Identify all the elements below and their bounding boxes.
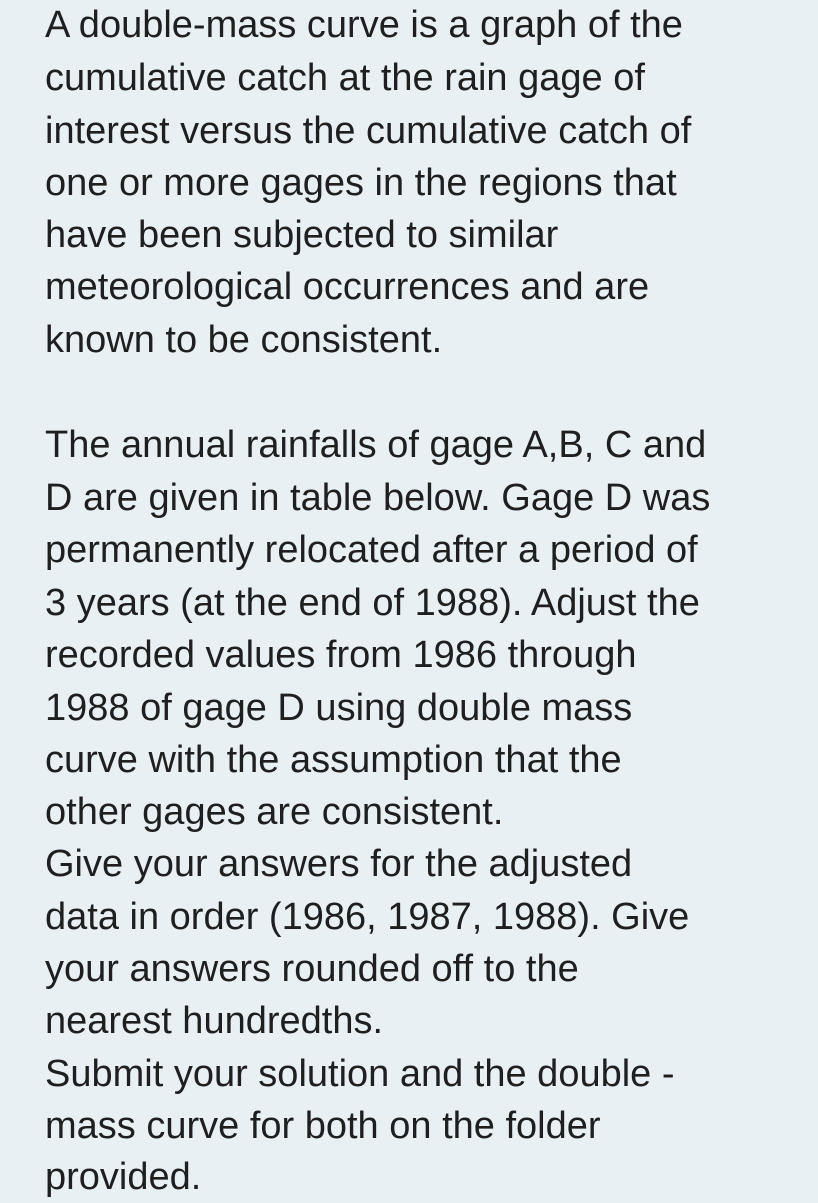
text-line: other gages are consistent. <box>45 791 504 833</box>
text-line: recorded values from 1986 through <box>45 634 637 676</box>
text-line: meteorological occurrences and are <box>45 266 650 308</box>
text-line: have been subjected to similar <box>45 214 559 256</box>
text-line: provided. <box>45 1156 202 1198</box>
text-line: cumulative catch at the rain gage of <box>45 57 645 99</box>
text-line: nearest hundredths. <box>45 1000 384 1042</box>
text-line: permanently relocated after a period of <box>45 529 698 571</box>
text-line: one or more gages in the regions that <box>45 162 677 204</box>
text-line: interest versus the cumulative catch of <box>45 110 692 152</box>
text-line: curve with the assumption that the <box>45 739 622 781</box>
text-line: Give your answers for the adjusted <box>45 843 633 885</box>
text-line: 1988 of gage D using double mass <box>45 687 633 729</box>
text-line: your answers rounded off to the <box>45 948 579 990</box>
text-line: A double-mass curve is a graph of the <box>45 4 683 46</box>
text-line: The annual rainfalls of gage A,B, C and <box>45 424 707 466</box>
text-line: mass curve for both on the folder <box>45 1105 601 1147</box>
text-line: data in order (1986, 1987, 1988). Give <box>45 896 690 938</box>
text-line: D are given in table below. Gage D was <box>45 477 711 519</box>
text-line: known to be consistent. <box>45 319 443 361</box>
text-line: Submit your solution and the double - <box>45 1053 675 1095</box>
text-line: 3 years (at the end of 1988). Adjust the <box>45 582 700 624</box>
